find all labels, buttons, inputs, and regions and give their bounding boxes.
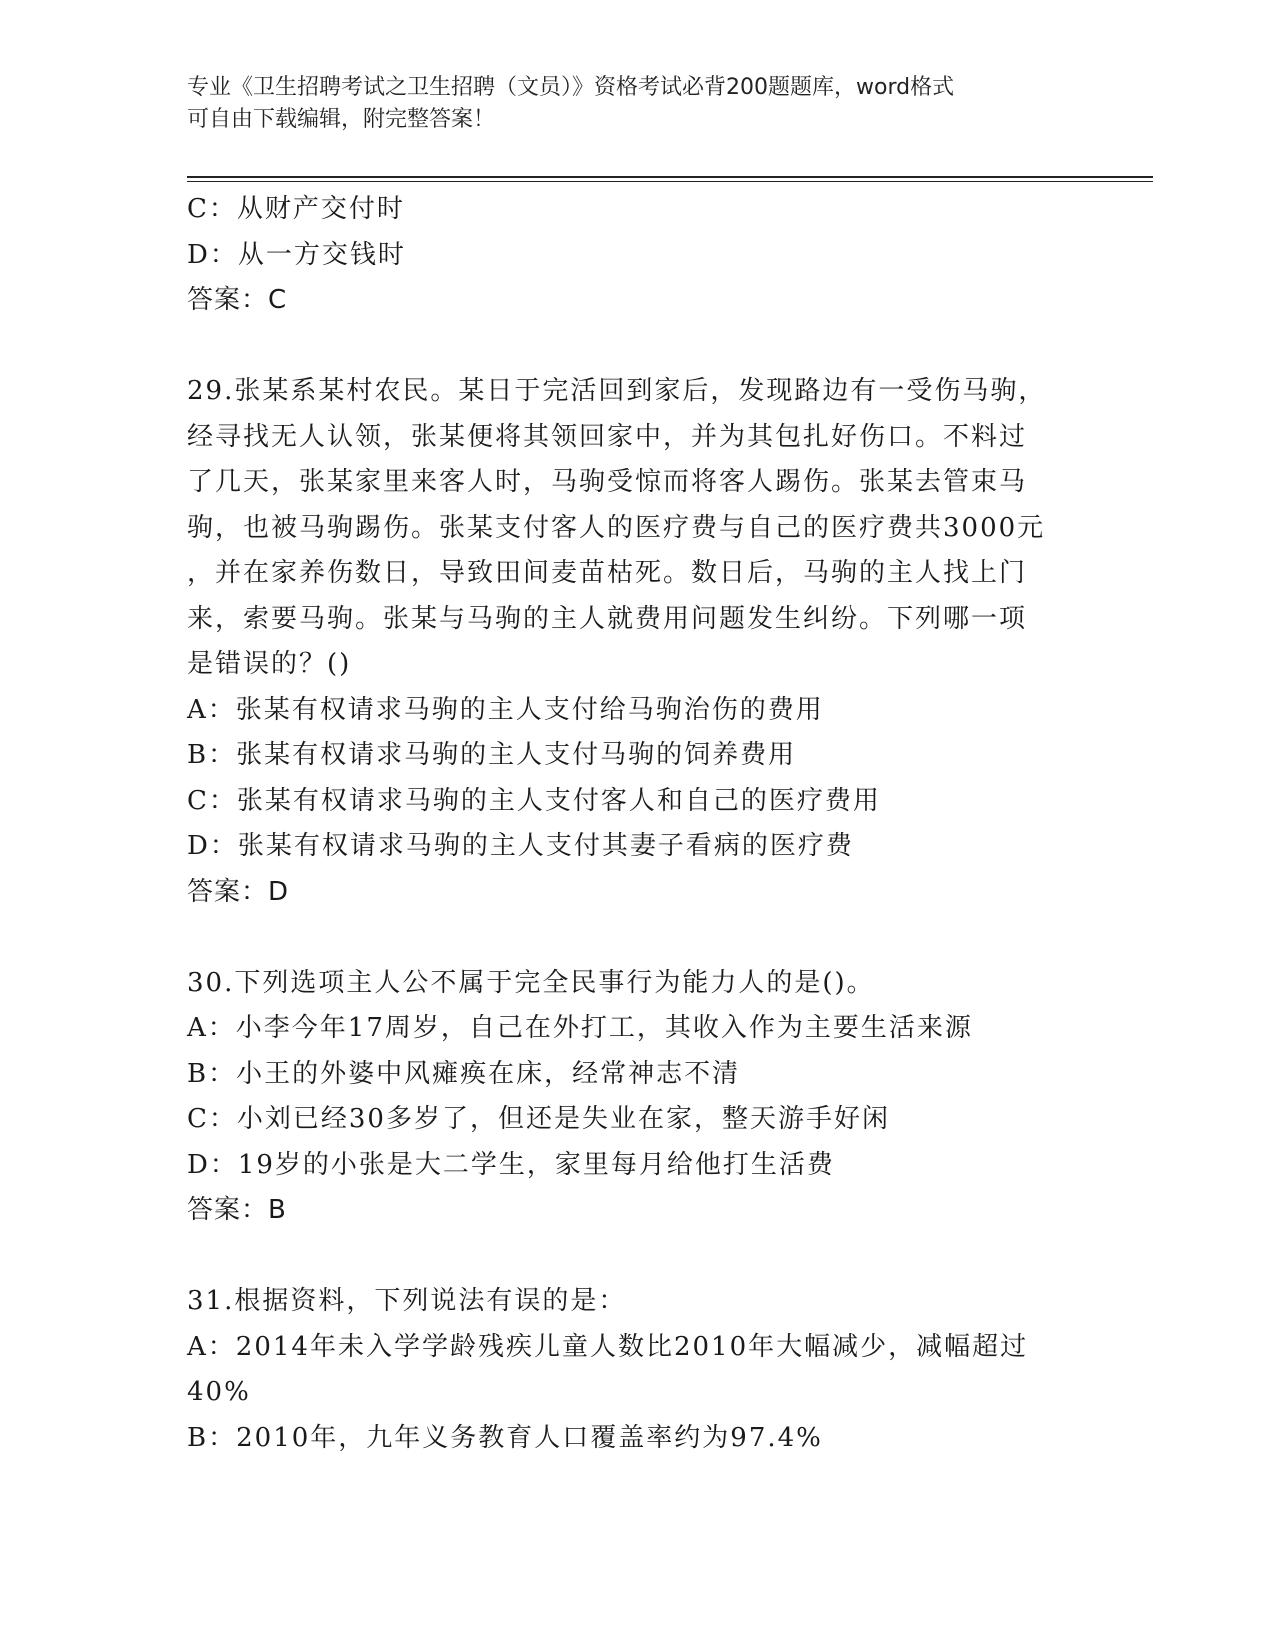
question-stem [187, 369, 1087, 688]
option-b: B：2010年，九年义务教育人口覆盖率约为97.4% [187, 1422, 823, 1453]
document-header [187, 72, 1067, 136]
option-d: D：从一方交钱时 [187, 239, 406, 270]
option-c: C：小刘已经30多岁了，但还是失业在家，整天游手好闲 [187, 1104, 890, 1134]
question-stem: 30.下列选项主人公不属于完全民事行为能力人的是()。 [187, 967, 875, 998]
option-d: D：张某有权请求马驹的主人支付其妻子看病的医疗费 [187, 831, 854, 861]
option-a: A：张某有权请求马驹的主人支付给马驹治伤的费用 [187, 694, 824, 725]
answer-line: 答案：C [187, 285, 288, 315]
stem-line: 是错误的？() [187, 649, 352, 679]
option-a-continued: 40% [187, 1377, 251, 1407]
answer-line: 答案：D [187, 876, 290, 907]
answer-line: 答案：B [187, 1195, 287, 1225]
option-b: B：小王的外婆中风瘫痪在床，经常神志不清 [187, 1058, 741, 1089]
option-c: C：张某有权请求马驹的主人支付客人和自己的医疗费用 [187, 785, 881, 816]
option-d: D：19岁的小张是大二学生，家里每月给他打生活费 [187, 1149, 835, 1180]
question-stem: 31.根据资料，下列说法有误的是： [187, 1286, 627, 1316]
spacer [187, 915, 1087, 961]
header-line-2: 可自由下载编辑，附完整答案！ [187, 107, 496, 132]
stem-line: 了几天，张某家里来客人时，马驹受惊而将客人踢伤。张某去管束马 [187, 467, 1028, 497]
header-line-1: 专业《卫生招聘考试之卫生招聘（文员）》资格考试必背200题题库，word格式 [187, 75, 955, 100]
spacer [187, 1234, 1087, 1280]
header-rule-thin [187, 181, 1153, 182]
spacer [187, 324, 1087, 370]
stem-line: 29.张某系某村农民。某日于完活回到家后，发现路边有一受伤马驹， [187, 376, 1047, 406]
option-c: C：从财产交付时 [187, 194, 405, 224]
stem-line: 经寻找无人认领，张某便将其领回家中，并为其包扎好伤口。不料过 [187, 421, 1028, 452]
question-31 [187, 1279, 1087, 1461]
question-30 [187, 961, 1087, 1234]
question-28-tail [187, 187, 1087, 324]
header-rule-thick [187, 176, 1153, 178]
option-a: A：小李今年17周岁，自己在外打工，其收入作为主要生活来源 [187, 1013, 973, 1043]
option-b: B：张某有权请求马驹的主人支付马驹的饲养费用 [187, 740, 797, 770]
question-29 [187, 369, 1087, 915]
option-a: A：2014年未入学学龄残疾儿童人数比2010年大幅减少，减幅超过 [187, 1331, 1029, 1362]
document-body [187, 187, 1087, 1461]
stem-line: 驹，也被马驹踢伤。张某支付客人的医疗费与自己的医疗费共3000元 [187, 512, 1046, 543]
stem-line: ，并在家养伤数日，导致田间麦苗枯死。数日后，马驹的主人找上门 [187, 558, 1028, 588]
stem-line: 来，索要马驹。张某与马驹的主人就费用问题发生纠纷。下列哪一项 [187, 603, 1028, 634]
